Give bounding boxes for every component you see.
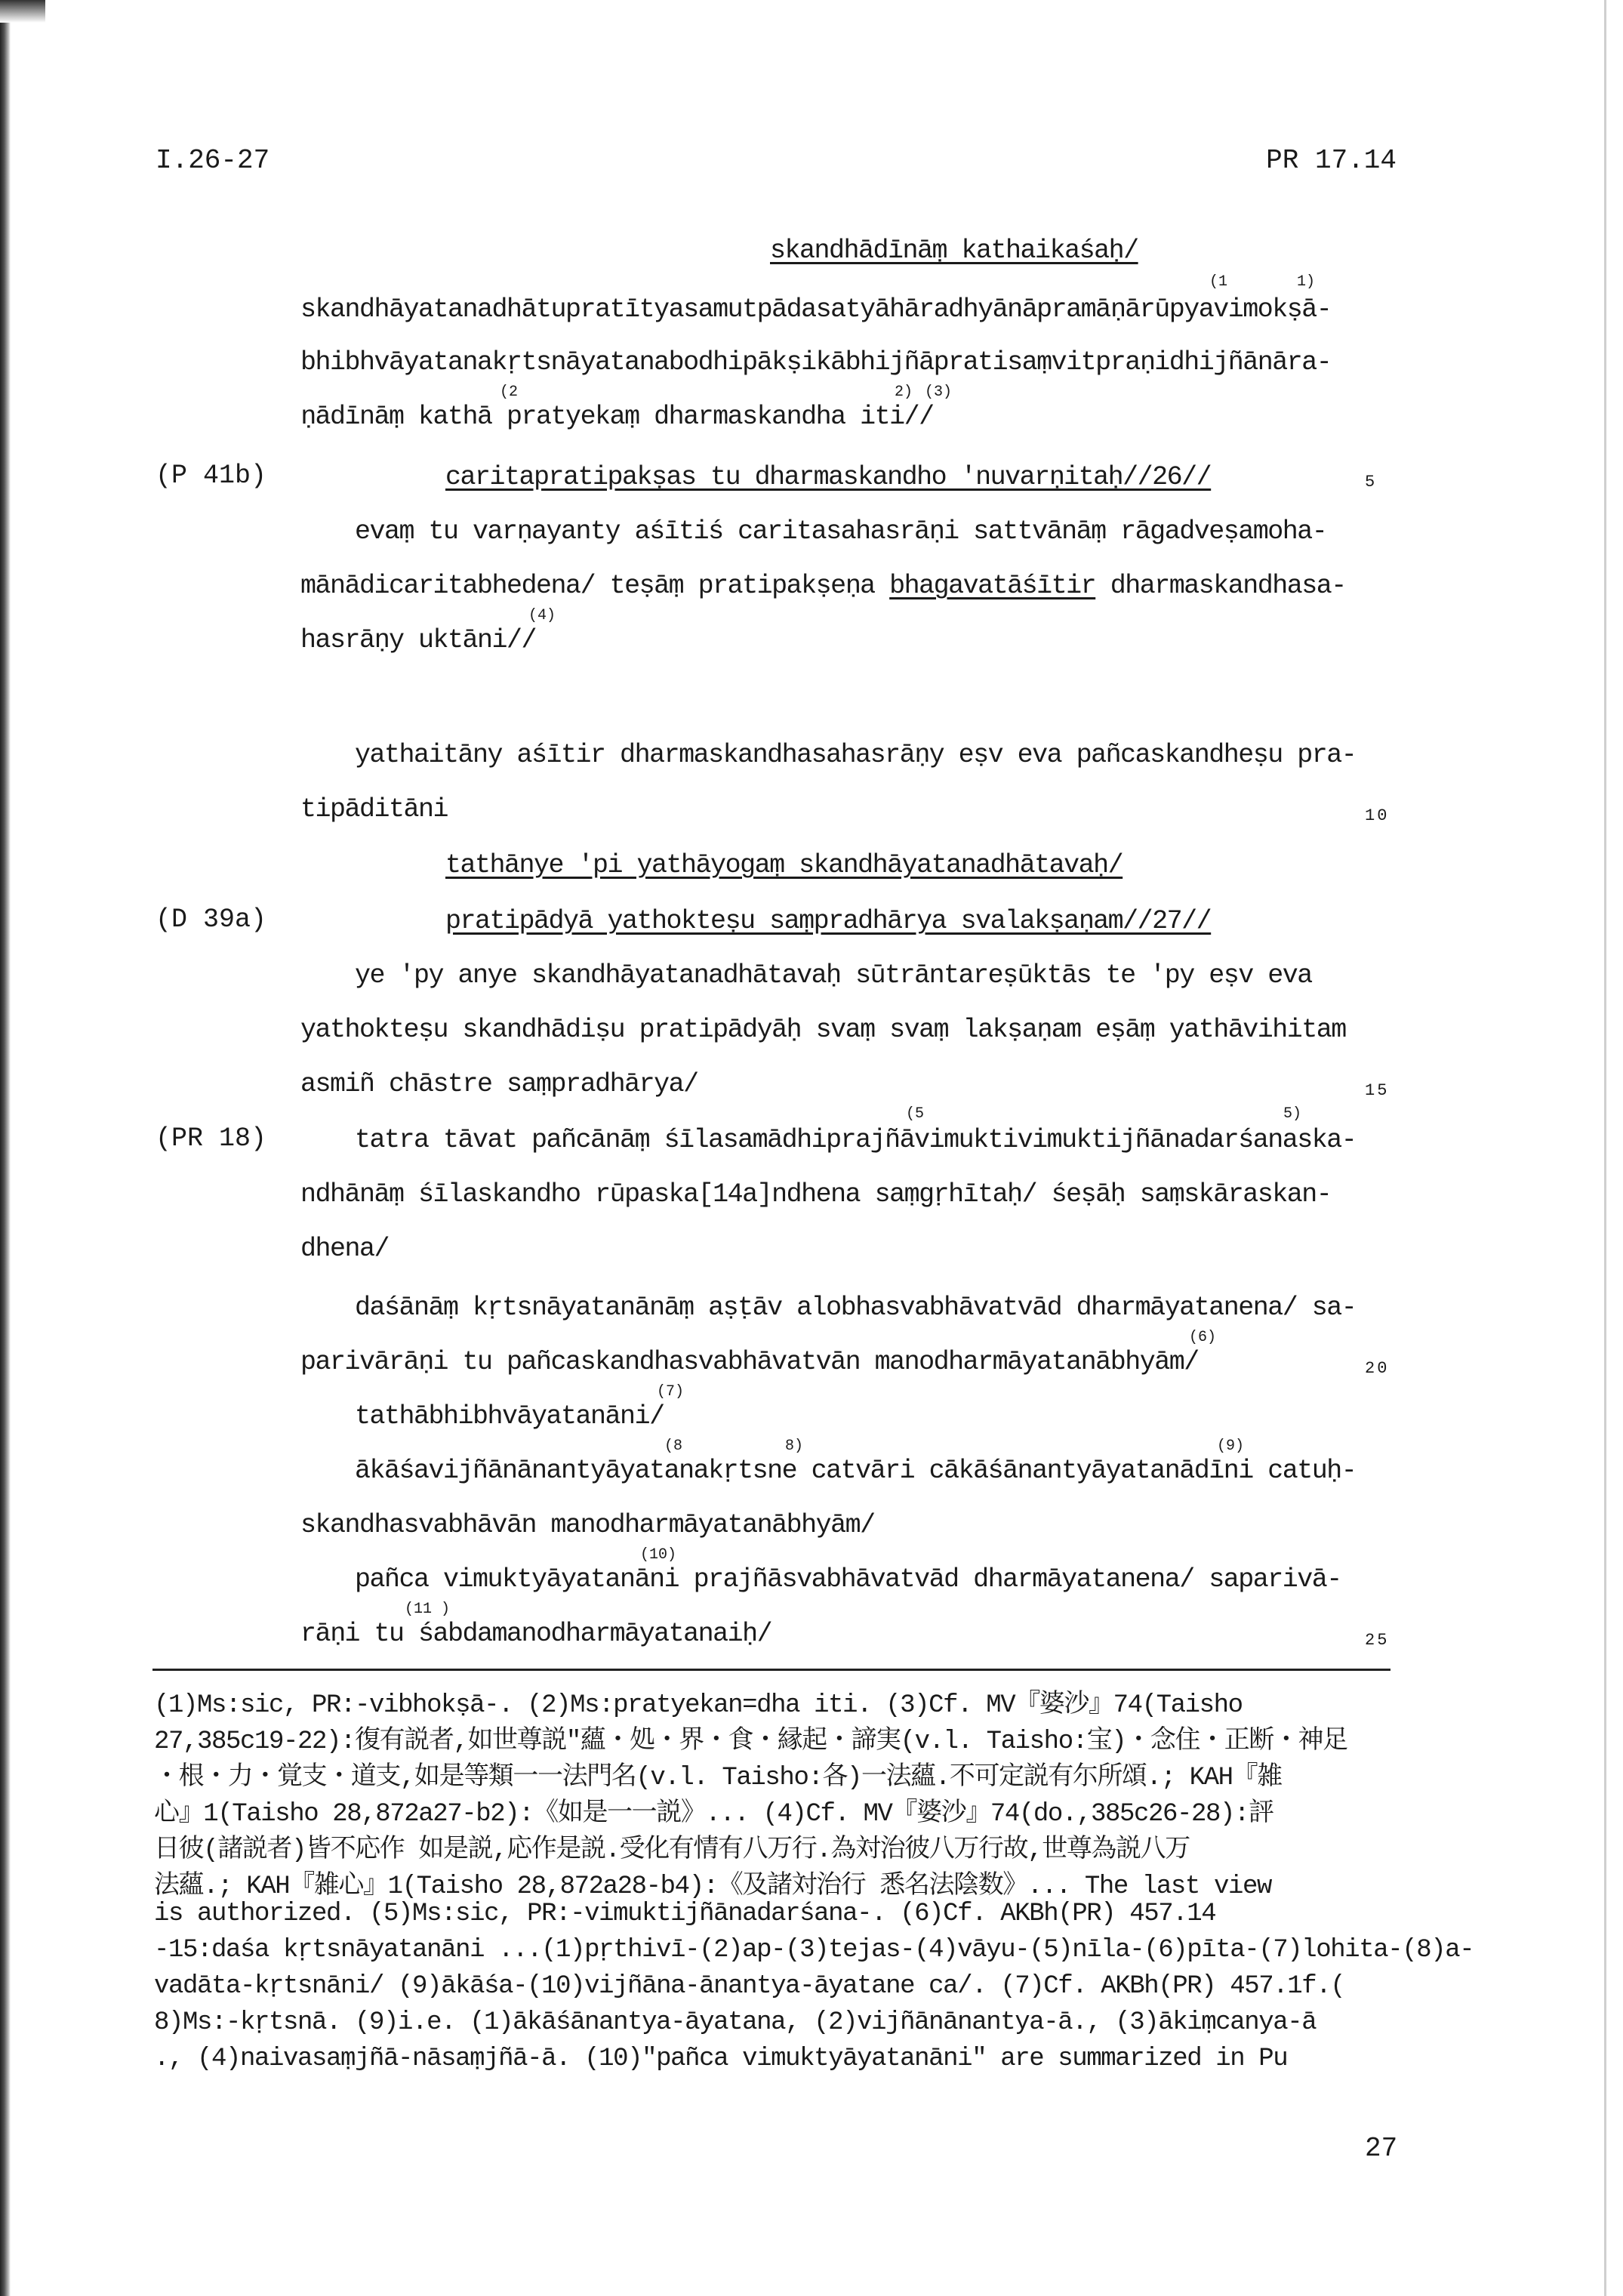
note-marker: (2 — [500, 384, 519, 401]
footnote-line: ・根・力・覚支・道支,如是等類一一法門名(v.l. Taisho:各)一法蘊.不可定説有尓所頌.; KAH『雑 — [154, 1764, 1282, 1792]
text-line: bhibhvāyatanakṛtsnāyatanabodhipākṣikābhijñāpratisaṃvitpraṇidhijñānāra- — [300, 347, 1332, 378]
text-line: ye 'py anye skandhāyatanadhātavaḥ sūtrāntareṣūktās te 'py eṣv eva — [355, 960, 1312, 991]
note-marker: (1 — [1209, 273, 1228, 291]
page-corner-shadow — [0, 0, 45, 23]
note-marker: (10) — [640, 1546, 677, 1564]
footnote-line: (1)Ms:sic, PR:-vibhokṣā-. (2)Ms:pratyekan=dha iti. (3)Cf. MV『婆沙』74(Taisho — [154, 1691, 1243, 1720]
text-line: parivārāṇi tu pañcaskandhasvabhāvatvān manodharmāyatanābhyām/ — [300, 1347, 1199, 1377]
line-number: 5 — [1365, 473, 1378, 492]
footnote-line: vadāta-kṛtsnāni/ (9)ākāśa-(10)vijñāna-ānantya-āyatane ca/. (7)Cf. AKBh(PR) 457.1f.( — [154, 1972, 1345, 2001]
footnote-line: 心』1(Taisho 28,872a27-b2):《如是一一説》... (4)Cf. MV『婆沙』74(do.,385c26-28):評 — [154, 1800, 1273, 1829]
footnote-line: 日彼(諸説者)皆不応作 如是説,応作是説.受化有情有八万行.為対治彼八万行故,世尊為説八万 — [154, 1836, 1190, 1865]
note-marker: 1) — [1297, 273, 1316, 291]
line-number: 10 — [1365, 806, 1390, 825]
text-segment: dharmaskandhasa- — [1095, 571, 1346, 601]
footnote-line: -15:daśa kṛtsnāyatanāni ...(1)pṛthivī-(2)ap-(3)tejas-(4)vāyu-(5)nīla-(6)pīta-(7)lohita-(8)a- — [154, 1936, 1474, 1965]
ref-p41b: (P 41b) — [156, 461, 267, 491]
note-marker: (11 ) — [405, 1601, 451, 1618]
text-line: pañca vimuktyāyatanāni prajñāsvabhāvatvād dharmāyatanena/ saparivā- — [355, 1564, 1341, 1595]
note-marker: (4) — [528, 607, 556, 624]
ref-d39a: (D 39a) — [156, 905, 267, 935]
note-marker: 8) — [785, 1438, 804, 1455]
note-marker: (3) — [925, 384, 953, 401]
page-binding-edge — [0, 0, 11, 2296]
page-right-edge — [1604, 0, 1606, 2296]
footnote-rule — [152, 1669, 1390, 1671]
running-header-right: PR 17.14 — [1266, 145, 1397, 176]
text-segment: mānādicaritabhedena/ teṣāṃ pratipakṣeṇa — [300, 571, 890, 601]
note-marker: (9) — [1217, 1438, 1245, 1455]
text-line: hasrāṇy uktāni// — [300, 625, 537, 655]
line-number: 25 — [1365, 1631, 1390, 1650]
footnote-line: 8)Ms:-kṛtsnā. (9)i.e. (1)ākāśānantya-āyatana, (2)vijñānānantya-ā., (3)ākiṃcanya-ā — [154, 2008, 1317, 2037]
running-header-left: I.26-27 — [156, 145, 270, 176]
verse-27b: pratipādyā yathokteṣu saṃpradhārya svalakṣaṇam//27// — [445, 906, 1212, 936]
text-line: rāṇi tu śabdamanodharmāyatanaiḥ/ — [300, 1619, 772, 1649]
text-line: ākāśavijñānānantyāyatanakṛtsne catvāri cākāśānantyāyatanādīni catuḥ- — [355, 1456, 1357, 1486]
note-marker: (5 — [906, 1105, 925, 1123]
ref-pr18: (PR 18) — [156, 1123, 267, 1154]
footnote-line: 法蘊.; KAH『雑心』1(Taisho 28,872a28-b4):《及諸対治行 悉名法陰数》... The last view — [154, 1872, 1271, 1901]
verse-heading: skandhādīnāṃ kathaikaśaḥ/ — [770, 236, 1138, 266]
text-line: tatra tāvat pañcānāṃ śīlasamādhiprajñāvimuktivimuktijñānadarśanaska- — [355, 1125, 1357, 1155]
text-line: dhena/ — [300, 1234, 390, 1264]
note-marker: (8 — [664, 1438, 683, 1455]
text-line: yathokteṣu skandhādiṣu pratipādyāḥ svaṃ svaṃ lakṣaṇam eṣāṃ yathāvihitam — [300, 1015, 1346, 1045]
verse-26: caritapratipakṣas tu dharmaskandho 'nuvarṇitaḥ//26// — [445, 462, 1212, 492]
footnote-line: ., (4)naivasaṃjñā-nāsaṃjñā-ā. (10)"pañca vimuktyāyatanāni" are summarized in Pu — [154, 2045, 1288, 2073]
verse-27a: tathānye 'pi yathāyogaṃ skandhāyatanadhātavaḥ/ — [445, 850, 1123, 880]
text-line: tipāditāni — [300, 794, 448, 824]
note-marker: 2) — [895, 384, 913, 401]
note-marker: (7) — [657, 1383, 685, 1401]
note-marker: 5) — [1283, 1105, 1302, 1123]
text-line: ndhānāṃ śīlaskandho rūpaska[14a]ndhena saṃgṛhītaḥ/ śeṣāḥ saṃskāraskan- — [300, 1179, 1332, 1210]
text-line: skandhāyatanadhātupratītyasamutpādasatyāhāradhyānāpramāṇārūpyavimokṣā- — [300, 294, 1332, 325]
text-line: evaṃ tu varṇayanty aśītiś caritasahasrāṇi sattvānāṃ rāgadveṣamoha- — [355, 516, 1327, 547]
text-line: asmiñ chāstre saṃpradhārya/ — [300, 1069, 698, 1099]
page-number: 27 — [1365, 2133, 1398, 2164]
text-line: ṇādīnāṃ kathā pratyekaṃ dharmaskandha iti// — [300, 402, 934, 432]
text-line: tathābhibhvāyatanāni/ — [355, 1401, 664, 1432]
text-line: daśānāṃ kṛtsnāyatanānāṃ aṣṭāv alobhasvabhāvatvād dharmāyatanena/ sa- — [355, 1293, 1357, 1323]
line-number: 20 — [1365, 1359, 1390, 1378]
note-marker: (6) — [1189, 1329, 1217, 1346]
text-line: skandhasvabhāvān manodharmāyatanābhyām/ — [300, 1510, 875, 1540]
underlined-word: bhagavatāśītir — [889, 571, 1096, 601]
line-number: 15 — [1365, 1081, 1390, 1100]
footnote-line: 27,385c19-22):復有説者,如世尊説"蘊・処・界・食・縁起・諦実(v.l. Taisho:宝)・念住・正断・神足 — [154, 1727, 1347, 1756]
text-line — [300, 571, 1346, 601]
text-line: yathaitāny aśītir dharmaskandhasahasrāṇy eṣv eva pañcaskandheṣu pra- — [355, 740, 1357, 770]
footnote-line: is authorized. (5)Ms:sic, PR:-vimuktijñānadarśana-. (6)Cf. AKBh(PR) 457.14 — [154, 1900, 1216, 1928]
